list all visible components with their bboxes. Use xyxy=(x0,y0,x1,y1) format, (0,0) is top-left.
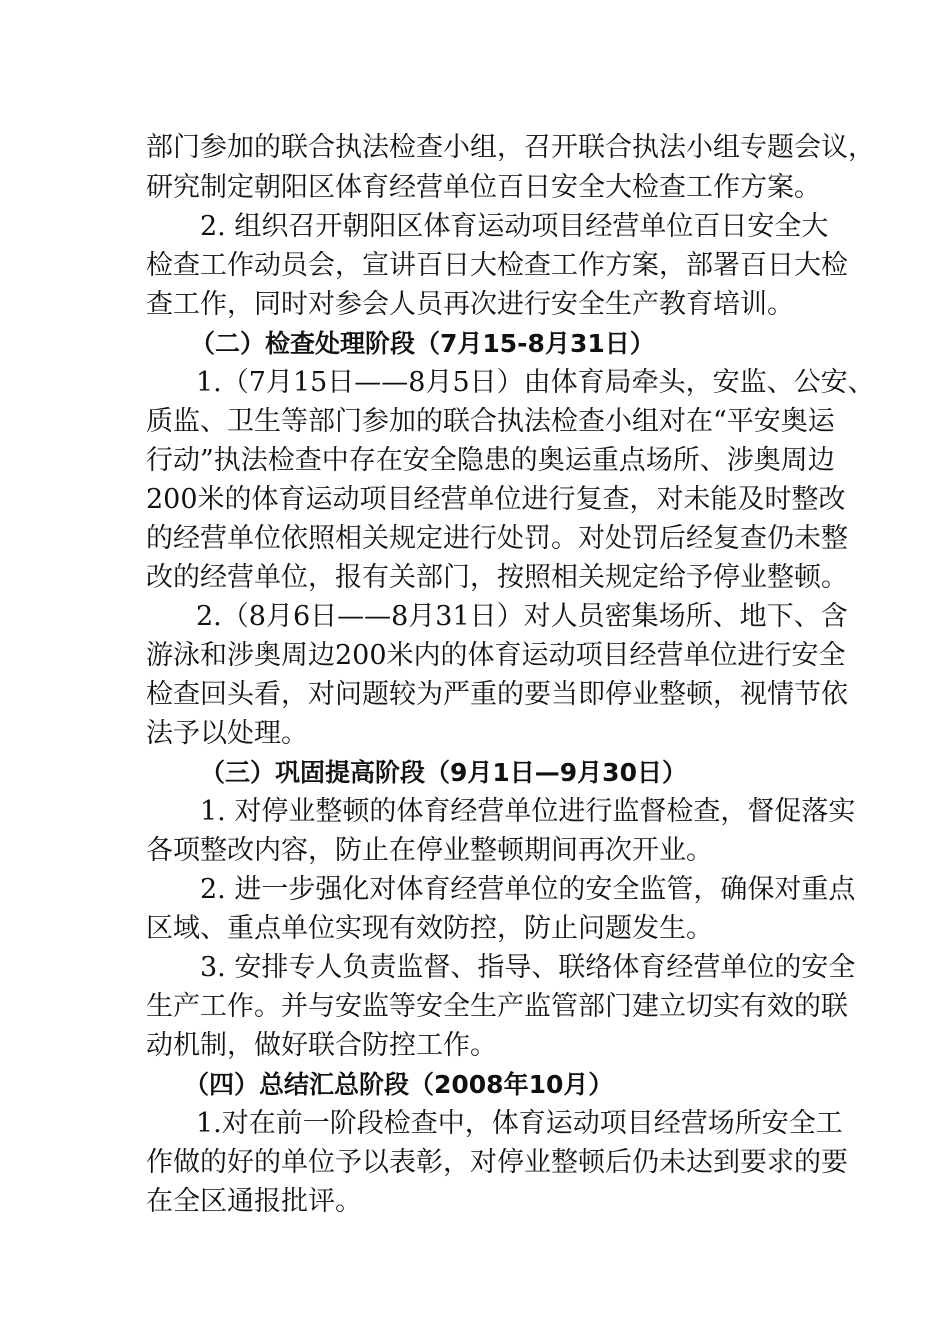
body-line: 改的经营单位，报有关部门，按照相关规定给予停业整顿。 xyxy=(146,562,848,593)
body-line: 游泳和涉奥周边200米内的体育运动项目经营单位进行安全 xyxy=(146,640,846,671)
body-line: 1.对在前一阶段检查中，体育运动项目经营场所安全工 xyxy=(196,1108,843,1139)
body-line: 200米的体育运动项目经营单位进行复查，对未能及时整改 xyxy=(146,484,846,515)
body-line: 1. 对停业整顿的体育经营单位进行监督检查，督促落实 xyxy=(200,796,856,827)
body-line: 动机制，做好联合防控工作。 xyxy=(146,1030,497,1061)
body-line: 部门参加的联合执法检查小组，召开联合执法小组专题会议， xyxy=(146,132,875,163)
section-heading: （二）检查处理阶段（7月15-8月31日） xyxy=(190,329,655,358)
body-line: 查工作，同时对参会人员再次进行安全生产教育培训。 xyxy=(146,289,794,320)
body-line: 各项整改内容，防止在停业整顿期间再次开业。 xyxy=(146,835,713,866)
section-heading: （三）巩固提高阶段（9月1日—9月30日） xyxy=(200,758,687,787)
body-line: 2. 组织召开朝阳区体育运动项目经营单位百日安全大 xyxy=(200,211,829,242)
body-line: 行动”执法检查中存在安全隐患的奥运重点场所、涉奥周边 xyxy=(146,445,835,476)
body-line: 在全区通报批评。 xyxy=(146,1186,362,1217)
body-line: 2.（8月6日——8月31日）对人员密集场所、地下、含 xyxy=(196,601,848,632)
body-line: 区域、重点单位实现有效防控，防止问题发生。 xyxy=(146,913,713,944)
body-line: 生产工作。并与安监等安全生产监管部门建立切实有效的联 xyxy=(146,991,848,1022)
body-line: 1.（7月15日——8月5日）由体育局牵头，安监、公安、 xyxy=(196,367,875,398)
body-line: 研究制定朝阳区体育经营单位百日安全大检查工作方案。 xyxy=(146,172,821,203)
body-line: 法予以处理。 xyxy=(146,718,308,749)
body-line: 作做的好的单位予以表彰，对停业整顿后仍未达到要求的要 xyxy=(146,1147,848,1178)
section-heading: （四）总结汇总阶段（2008年10月） xyxy=(184,1070,614,1099)
body-line: 3. 安排专人负责监督、指导、联络体育经营单位的安全 xyxy=(200,952,856,983)
body-line: 检查工作动员会，宣讲百日大检查工作方案，部署百日大检 xyxy=(146,250,848,281)
body-line: 的经营单位依照相关规定进行处罚。对处罚后经复查仍未整 xyxy=(146,523,848,554)
body-line: 2. 进一步强化对体育经营单位的安全监管，确保对重点 xyxy=(200,874,856,905)
body-line: 质监、卫生等部门参加的联合执法检查小组对在“平安奥运 xyxy=(146,406,835,437)
body-line: 检查回头看，对问题较为严重的要当即停业整顿，视情节依 xyxy=(146,679,848,710)
